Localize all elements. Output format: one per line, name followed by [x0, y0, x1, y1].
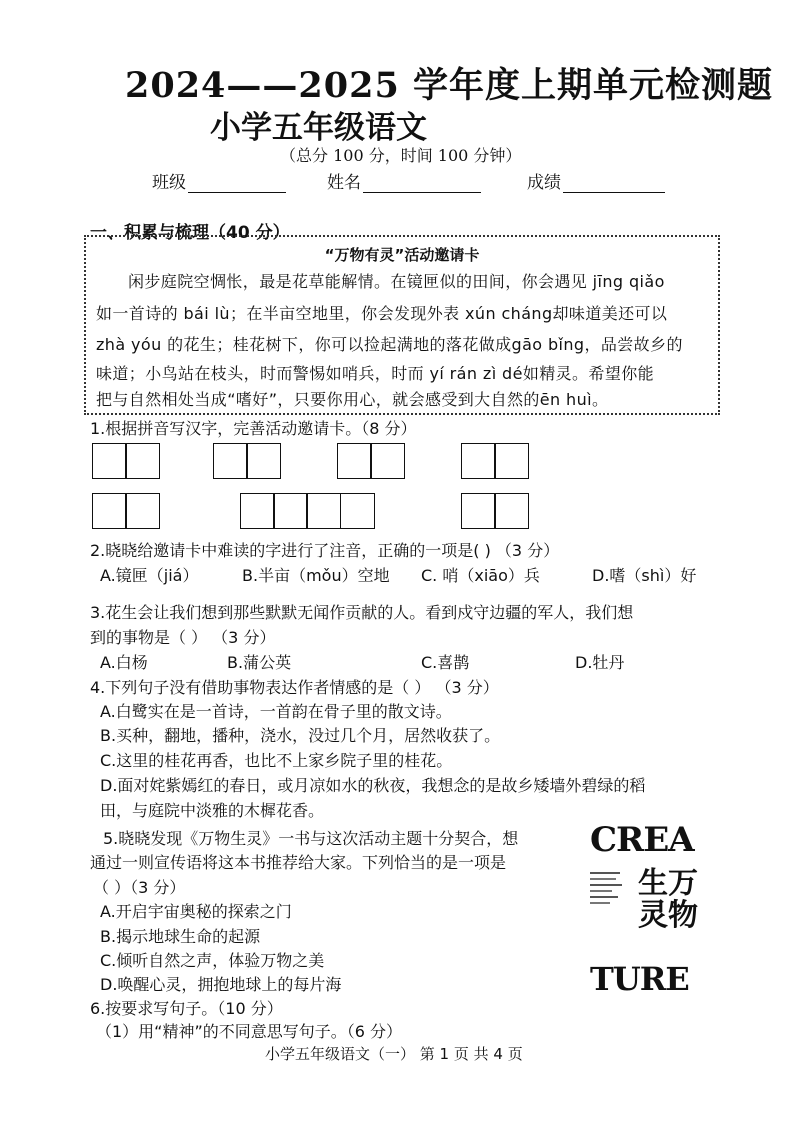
q4-option-b[interactable]: B.买种，翻地，播种，浇水，没过几个月，居然收获了。 [100, 726, 501, 745]
question-5-cont: 通过一则宣传语将这本书推荐给大家。下列恰当的是一项是 [90, 853, 507, 872]
answer-box[interactable] [273, 493, 308, 529]
name-blank[interactable] [363, 174, 481, 193]
exam-subject-title: 小学五年级语文 [210, 110, 427, 146]
card-line: 味道；小鸟站在枝头，时而警惕如哨兵，时而 yí rán zì dé如精灵。希望你能 [96, 364, 655, 383]
q2-option-d[interactable]: D.嗜（shì）好 [592, 566, 697, 585]
answer-box[interactable] [461, 493, 496, 529]
q5-option-b[interactable]: B.揭示地球生命的起源 [100, 927, 261, 946]
q3-option-c[interactable]: C.喜鹊 [421, 653, 470, 672]
score-field[interactable] [527, 168, 665, 193]
q2-option-a[interactable]: A.镜匣（jiá） [100, 566, 199, 585]
q3-option-d[interactable]: D.牡丹 [575, 653, 625, 672]
question-3: 3.花生会让我们想到那些默默无闻作贡献的人。看到戍守边疆的军人，我们想 [90, 603, 634, 622]
answer-box[interactable] [92, 493, 127, 529]
answer-boxes-enhui[interactable] [461, 493, 529, 529]
q2-option-c[interactable]: C. 哨（xiāo）兵 [421, 566, 540, 585]
answer-box[interactable] [125, 443, 160, 479]
q5-option-d[interactable]: D.唤醒心灵，拥抱地球上的每片海 [100, 975, 342, 994]
question-5-score: （ ）（3 分） [93, 878, 186, 897]
answer-box[interactable] [494, 493, 529, 529]
question-6-1: （1）用“精神”的不同意思写句子。（6 分） [96, 1022, 403, 1041]
answer-box[interactable] [246, 443, 281, 479]
class-label: 班级 [152, 173, 186, 193]
q5-option-c[interactable]: C.倾听自然之声，体验万物之美 [100, 951, 325, 970]
class-field[interactable] [152, 168, 286, 193]
book-cover-small-print [590, 868, 628, 928]
answer-box[interactable] [494, 443, 529, 479]
score-label: 成绩 [527, 173, 561, 193]
question-4: 4.下列句子没有借助事物表达作者情感的是（ ） （3 分） [90, 678, 499, 697]
answer-box[interactable] [92, 443, 127, 479]
q3-option-a[interactable]: A.白杨 [100, 653, 148, 672]
score-blank[interactable] [563, 174, 665, 193]
book-cover-top-text: CREA [590, 820, 694, 860]
name-field[interactable] [327, 168, 481, 193]
q2-option-b[interactable]: B.半亩（mǒu）空地 [242, 566, 390, 585]
book-cover-bottom-text: TURE [590, 960, 689, 998]
answer-box[interactable] [461, 443, 496, 479]
q4-option-a[interactable]: A.白鹭实在是一首诗，一首韵在骨子里的散文诗。 [100, 702, 452, 721]
book-cover-image [590, 820, 710, 1000]
answer-boxes-bailu[interactable] [213, 443, 281, 479]
section-heading: 一、积累与梳理（40 分） [90, 223, 290, 243]
answer-box[interactable] [306, 493, 341, 529]
class-blank[interactable] [188, 174, 286, 193]
answer-box[interactable] [213, 443, 248, 479]
card-line: zhà yóu 的花生；桂花树下，你可以捡起满地的落花做成gāo bǐng，品尝故乡的 [96, 335, 683, 354]
answer-boxes-jingqiao[interactable] [92, 443, 160, 479]
card-title: “万物有灵”活动邀请卡 [324, 246, 480, 264]
q5-option-a[interactable]: A.开启宇宙奥秘的探索之门 [100, 902, 292, 921]
exam-meta: （总分 100 分，时间 100 分钟） [280, 146, 522, 165]
card-line: 如一首诗的 bái lù；在半亩空地里，你会发现外表 xún cháng却味道美还可以 [96, 304, 668, 323]
q3-option-b[interactable]: B.蒲公英 [227, 653, 292, 672]
answer-box[interactable] [125, 493, 160, 529]
answer-box[interactable] [240, 493, 275, 529]
answer-boxes-xunchang[interactable] [337, 443, 405, 479]
answer-box[interactable] [340, 493, 375, 529]
question-3-cont: 到的事物是（ ） （3 分） [90, 628, 276, 647]
question-1: 1.根据拼音写汉字，完善活动邀请卡。（8 分） [90, 419, 417, 438]
question-6: 6.按要求写句子。（10 分） [90, 999, 283, 1018]
answer-box[interactable] [337, 443, 372, 479]
answer-box[interactable] [370, 443, 405, 479]
book-cover-title: 生万灵物 [638, 866, 698, 933]
question-5: 5.晓晓发现《万物生灵》一书与这次活动主题十分契合，想 [103, 829, 519, 848]
exam-title: 2024——2025 学年度上期单元检测题 [125, 65, 774, 106]
card-line: 把与自然相处当成“嗜好”，只要你用心，就会感受到大自然的ēn huì。 [96, 390, 609, 409]
page-footer: 小学五年级语文（一） 第 1 页 共 4 页 [265, 1045, 523, 1063]
name-label: 姓名 [327, 173, 361, 193]
q4-option-d-cont: 田，与庭院中淡雅的木樨花香。 [100, 801, 325, 820]
q4-option-d[interactable]: D.面对姹紫嫣红的春日，或月凉如水的秋夜，我想念的是故乡矮墙外碧绿的稻 [100, 776, 646, 795]
q4-option-c[interactable]: C.这里的桂花再香，也比不上家乡院子里的桂花。 [100, 751, 453, 770]
answer-boxes-zhayou[interactable] [461, 443, 529, 479]
question-2: 2.晓晓给邀请卡中难读的字进行了注音，正确的一项是( ) （3 分） [90, 541, 560, 560]
answer-boxes-gaobing[interactable] [92, 493, 160, 529]
answer-boxes-yiranzide[interactable] [240, 493, 375, 529]
card-line: 闲步庭院空惆怅，最是花草能解情。在镜匣似的田间，你会遇见 jīng qiǎo [128, 272, 665, 291]
invitation-card [84, 235, 720, 415]
